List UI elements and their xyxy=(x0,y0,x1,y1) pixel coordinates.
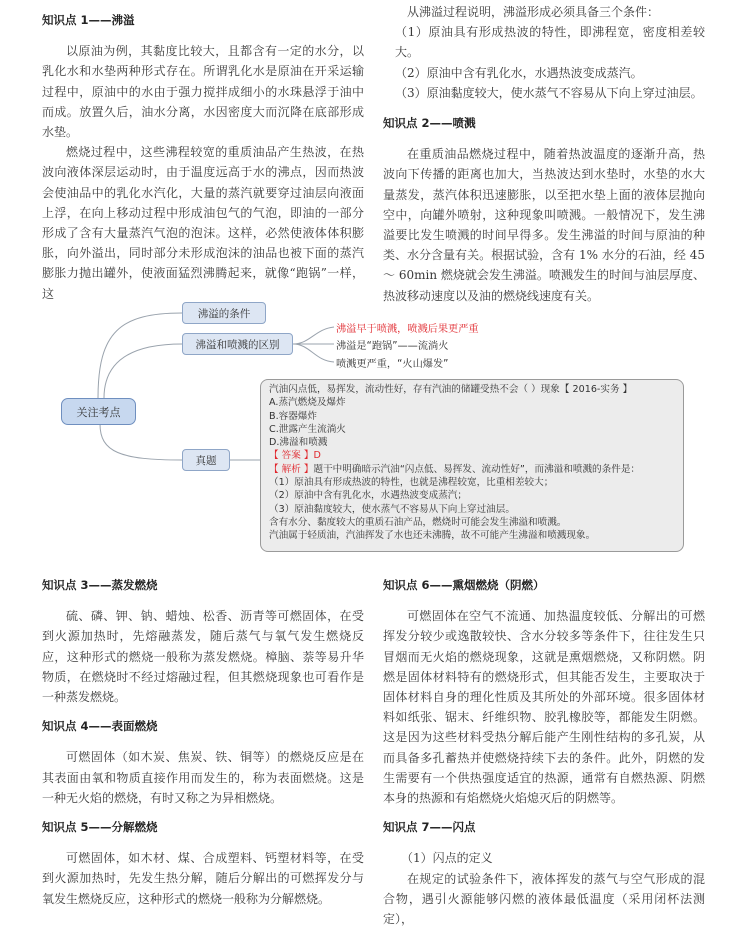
connector-conditions xyxy=(98,313,182,398)
k3-paragraph-1: 硫、磷、钾、钠、蜡烛、松香、沥青等可燃固体，在受到火源加热时，先熔融蒸发，随后蒸气与氧气发生燃烧反应，这种形式的燃烧一般称为蒸发燃烧。樟脑、萘等易升华物质，在燃烧时不经过熔融过程，但其燃烧现象也可看作是一种蒸发燃烧。 xyxy=(42,609,364,705)
branch-exam: 真题 xyxy=(182,449,230,471)
difference-leaf-1: 沸溢早于喷溅，喷溅后果更严重 xyxy=(336,324,479,335)
option-c: C.泄露产生流淌火 xyxy=(269,423,346,435)
difference-leaf-2: 沸溢是“跑锅”——流淌火 xyxy=(336,341,449,352)
connector-diff-1 xyxy=(293,327,334,344)
condition-2: （2）原油中含有乳化水，水遇热波变成蒸汽。 xyxy=(395,65,643,80)
connector-diff-3 xyxy=(293,344,334,362)
answer-value: D xyxy=(313,450,321,462)
k6-paragraph-1: 可燃固体在空气不流通、加热温度较低、分解出的可燃挥发分较少或逸散较快、含水分较多等条件下，往往发生只冒烟而无火焰的燃烧现象，这就是熏烟燃烧，又称阴燃。阴燃是固体材料特有的燃烧形式，但其能否发生，主要取决于固体材料自身的理化性质及其所处的外部环境。很多固体材料如纸张、锯末、纤维织物、胶乳橡胶等，都能发生阴燃。这是因为这些材料受热分解后能产生刚性结构的多孔炭，从而具备多孔蓄热并使燃烧持续下去的条件。此外，阴燃的发生需要有一个供热强度适宜的热源，通常有自燃热源、阴燃本身的热源和有焰燃烧火焰熄灭后的阴燃等。 xyxy=(383,609,705,806)
k1-heading: 知识点 1——沸溢 xyxy=(42,13,135,27)
difference-leaf-3: 喷溅更严重，“火山爆发” xyxy=(336,359,449,370)
analysis-line-2: （1）原油具有形成热波的特性，也就是沸程较宽，比重相差较大； xyxy=(269,477,554,489)
right-bottom-column xyxy=(383,575,705,929)
analysis-line-5: 含有水分、黏度较大的重质石油产品，燃烧时可能会发生沸溢和喷溅。 xyxy=(269,516,567,528)
k4-paragraph-1: 可燃固体（如木炭、焦炭、铁、铜等）的燃烧反应是在其表面由氧和物质直接作用而发生的，称为表面燃烧。这是一种无火焰的燃烧，有时又称之为异相燃烧。 xyxy=(42,750,364,805)
k5-heading: 知识点 5——分解燃烧 xyxy=(42,820,158,835)
answer-label: 【 答案 】 xyxy=(269,450,314,462)
analysis-line-6: 汽油属于轻质油，汽油挥发了水也还未沸腾，故不可能产生沸溢和喷溅现象。 xyxy=(269,530,596,542)
k2-heading: 知识点 2——喷溅 xyxy=(383,116,476,131)
left-top-column xyxy=(42,10,364,304)
k4-heading: 知识点 4——表面燃烧 xyxy=(42,719,158,734)
analysis-line-4: （3）原油黏度较大，使水蒸气不容易从下向上穿过油层。 xyxy=(269,503,515,515)
k1-paragraph-1: 以原油为例，其黏度比较大，且都含有一定的水分，以乳化水和水垫两种形式存在。所谓乳化水是原油在开采运输过程中，原油中的水由于强力搅拌成细小的水珠悬浮于油中而成。放置久后，油水分离，水因密度大而沉降在底部形成水垫。 xyxy=(42,44,364,140)
continuation-line: 从沸溢过程说明，沸溢形成必须具备三个条件： xyxy=(407,5,660,19)
right-top-column xyxy=(383,2,705,306)
connector-difference xyxy=(104,344,182,398)
k1-paragraph-2: 燃烧过程中，这些沸程较宽的重质油品产生热波，在热波向液体深层运动时，由于温度远高于水的沸点，因而热波会使油品中的乳化水汽化，大量的蒸汽就要穿过油层向液面上浮，在向上移动过程中形成油包气的气泡，即油的一部分形成了含有大量蒸汽气泡的泡沫。这样，必然使液体体积膨胀，向外溢出，同时部分未形成泡沫的油品也被下面的蒸汽膨胀力抛出罐外，使液面猛烈沸腾起来，就像“跑锅”一样，这 xyxy=(42,145,364,301)
analysis-line-1 xyxy=(269,463,675,476)
analysis-line-3: （2）原油中含有乳化水，水遇热波变成蒸汽； xyxy=(269,490,467,502)
connector-exam xyxy=(100,424,182,460)
condition-3: （3）原油黏度较大，使水蒸气不容易从下向上穿过油层。 xyxy=(395,85,703,100)
mind-map xyxy=(0,292,753,562)
condition-1: （1）原油具有形成热波的特性，即沸程宽，密度相差较大。 xyxy=(395,25,705,60)
branch-difference: 沸溢和喷溅的区别 xyxy=(182,333,293,355)
option-b: B.容器爆炸 xyxy=(269,410,318,422)
branch-conditions: 沸溢的条件 xyxy=(182,302,266,324)
root-node: 关注考点 xyxy=(61,398,136,425)
left-bottom-column xyxy=(42,575,364,909)
analysis-text-1: 题干中明确暗示汽油“闪点低、易挥发、流动性好”，而沸溢和喷溅的条件是： xyxy=(313,463,641,475)
option-a: A.蒸汽燃烧及爆炸 xyxy=(269,397,346,409)
k7-paragraph-1: 在规定的试验条件下，液体挥发的蒸气与空气形成的混合物，遇引火源能够闪燃的液体最低温度（采用闭杯法测定）， xyxy=(383,871,705,927)
question-text: 汽油闪点低，易挥发，流动性好，存有汽油的储罐受热不会（ ）现象【 2016-实务 】 xyxy=(269,384,633,395)
k5-paragraph-1: 可燃固体，如木材、煤、合成塑料、钙塑材料等，在受到火源加热时，先发生热分解，随后分解出的可燃挥发分与氧发生燃烧反应，这种形式的燃烧一般称为分解燃烧。 xyxy=(42,851,364,906)
answer-line xyxy=(269,449,675,462)
k6-heading: 知识点 6——熏烟燃烧（阴燃） xyxy=(383,578,545,592)
k7-subheading-1: （1）闪点的定义 xyxy=(401,851,493,866)
k7-heading: 知识点 7——闪点 xyxy=(383,820,476,835)
option-d: D.沸溢和喷溅 xyxy=(269,437,328,449)
analysis-label: 【 解析 】 xyxy=(269,463,314,475)
exam-question-box xyxy=(260,379,684,552)
k3-heading: 知识点 3——蒸发燃烧 xyxy=(42,578,158,592)
k2-paragraph-1: 在重质油品燃烧过程中，随着热波温度的逐渐升高，热波向下传播的距离也加大，当热波达到水垫时，水垫的水大量蒸发，蒸汽体积迅速膨胀，以至把水垫上面的液体层抛向空中，向罐外喷射，这种现象叫喷溅。一般情况下，发生沸溢要比发生喷溅的时间早得多。发生沸溢的时间与原油的种类、水分含量有关。根据试验，含有 1% 水分的石油，经 45 ～ 60min 燃烧就会发生沸溢。喷溅发生的时间与油层厚度、热波移动速度以及油的燃烧线速度有关。 xyxy=(383,147,705,303)
